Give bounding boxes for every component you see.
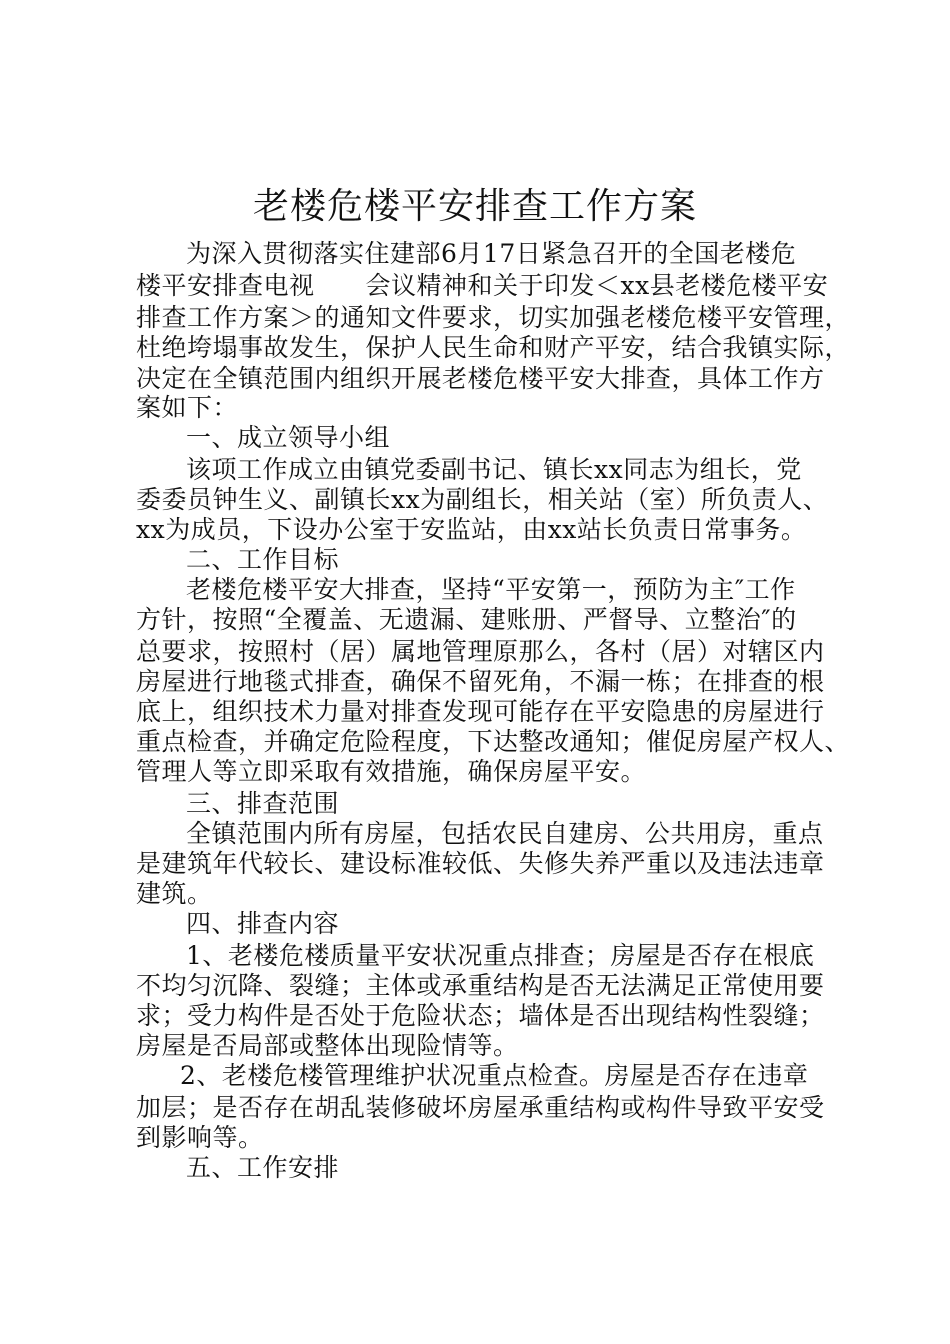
paragraph-line: xx为成员，下设办公室于安监站，由xx站长负责日常事务。 [136,515,807,544]
paragraph-line: 不均匀沉降、裂缝；主体或承重结构是否无法满足正常使用要 [136,971,825,1000]
paragraph-line: 重点检查，并确定危险程度，下达整改通知；催促房屋产权人、 [136,727,851,756]
paragraph-line: 该项工作成立由镇党委副书记、镇长xx同志为组长，党 [186,455,802,484]
paragraph-line: 加层；是否存在胡乱装修破坏房屋承重结构或构件导致平安受 [136,1093,825,1122]
paragraph-line: 房屋进行地毯式排查，确保不留死角，不漏一栋；在排查的根 [136,667,825,696]
paragraph-line: 房屋是否局部或整体出现险情等。 [136,1031,519,1060]
paragraph-line: 底上，组织技术力量对排查发现可能存在平安隐患的房屋进行 [136,697,825,726]
paragraph-line: 求；受力构件是否处于危险状态；墙体是否出现结构性裂缝； [136,1001,825,1030]
paragraph-line: 到影响等。 [136,1123,264,1152]
paragraph-line: 方针，按照“全覆盖、无遗漏、建账册、严督导、立整治″的 [136,605,797,634]
section-heading: 三、排查范围 [186,789,340,818]
section-heading: 四、排查内容 [186,909,340,938]
paragraph-line: 是建筑年代较长、建设标准较低、失修失养严重以及违法违章 [136,849,825,878]
paragraph-line: 1、老楼危楼质量平安状况重点排查；房屋是否存在根底 [186,941,815,970]
paragraph-line: 楼平安排查电视 会议精神和关于印发＜xx县老楼危楼平安 [136,271,829,300]
paragraph-line: 管理人等立即采取有效措施，确保房屋平安。 [136,757,647,786]
paragraph-line: 决定在全镇范围内组织开展老楼危楼平安大排查，具体工作方 [136,364,825,393]
paragraph-line: 建筑。 [136,879,213,908]
paragraph-line: 为深入贯彻落实住建部6月17日紧急召开的全国老楼危 [186,239,797,268]
section-heading: 二、工作目标 [186,545,340,574]
paragraph-line: 老楼危楼平安大排查，坚持“平安第一，预防为主″工作 [186,575,796,604]
paragraph-line: 杜绝垮塌事故发生，保护人民生命和财产平安，结合我镇实际， [136,333,851,362]
document-title: 老楼危楼平安排查工作方案 [252,186,697,227]
paragraph-line: 案如下： [136,393,239,422]
section-heading: 一、成立领导小组 [186,423,391,452]
paragraph-line: 排查工作方案＞的通知文件要求，切实加强老楼危楼平安管理， [136,303,851,332]
paragraph-line: 委委员钟生义、副镇长xx为副组长，相关站（室）所负责人、 [136,485,829,514]
section-heading: 五、工作安排 [186,1153,340,1182]
paragraph-line: 总要求，按照村（居）属地管理原那么，各村（居）对辖区内 [136,637,825,666]
paragraph-line: 全镇范围内所有房屋，包括农民自建房、公共用房，重点 [186,819,824,848]
paragraph-line: 2、老楼危楼管理维护状况重点检查。房屋是否存在违章 [180,1061,809,1090]
